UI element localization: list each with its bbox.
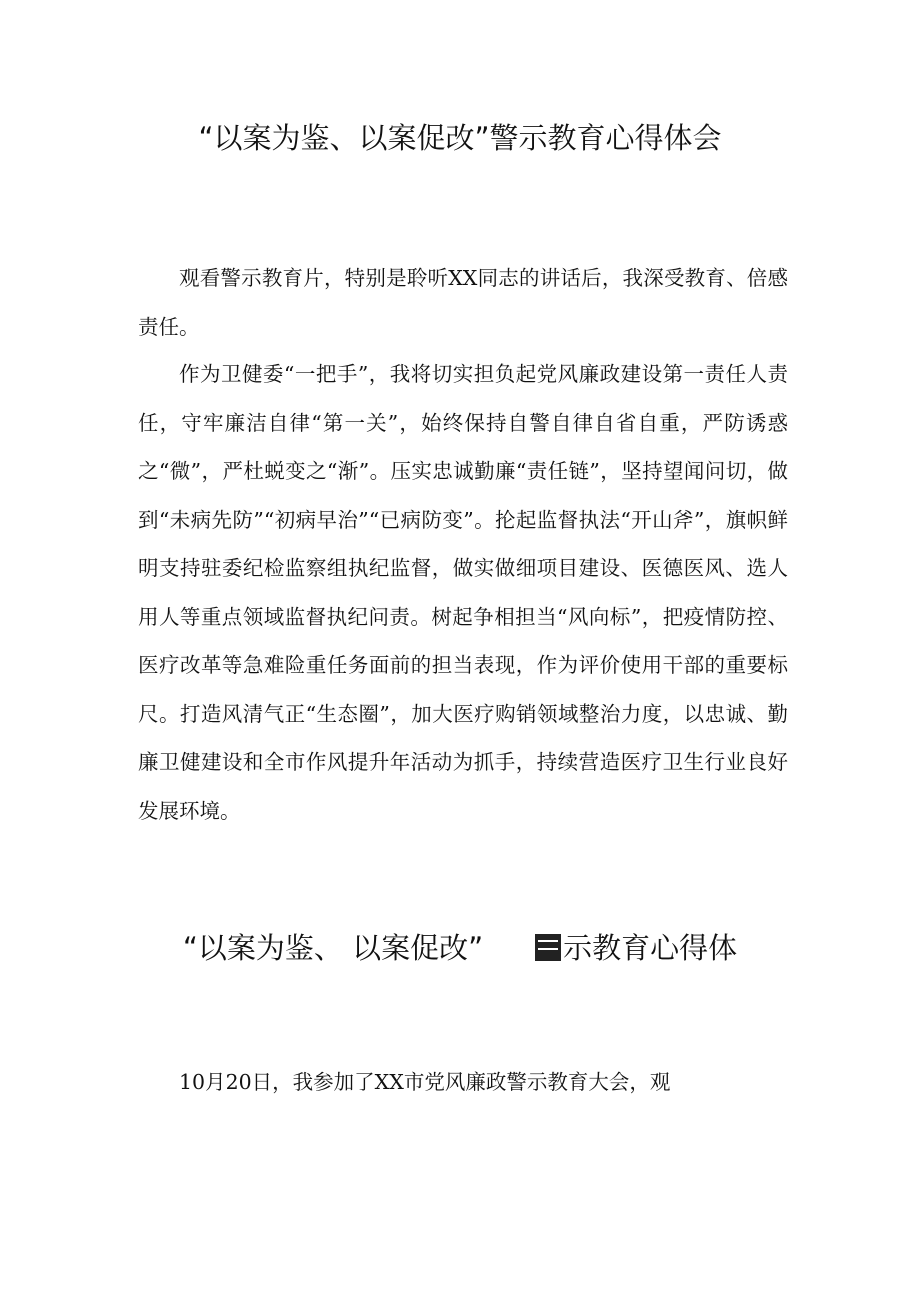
second-title-part1: “以案为鉴、 以案促改” xyxy=(182,931,484,965)
paragraph: 观看警示教育片，特别是聆听XX同志的讲话后，我深受教育、倍感责任。 xyxy=(138,266,788,339)
article-title-text: “以案为鉴、以案促改”警示教育心得体会 xyxy=(198,121,722,155)
second-title-part2: 示教育心得体 xyxy=(563,931,738,965)
redacted-glyph-icon xyxy=(535,934,561,961)
second-article-title xyxy=(0,925,920,971)
paragraph: 10月20日，我参加了XX市党风廉政警示教育大会，观 xyxy=(179,1070,671,1094)
paragraph: 作为卫健委“一把手”，我将切实担负起党风廉政建设第一责任人责任，守牢廉洁自律“第一关”，始终保持自警自律自省自重，严防诱惑之“微”，严杜蜕变之“渐”。压实忠诚勤廉“责任链”，坚持望闻问切，做到“未病先防”“初病早治”“已病防变”。抡起监督执法“开山斧”，旗帜鲜明支持驻委纪检监察组执纪监督，做实做细项目建设、医德医风、选人用人等重点领域监督执纪问责。树起争相担当“风向标”，把疫情防控、医疗改革等急难险重任务面前的担当表现，作为评价使用干部的重要标尺。打造风清气正“生态圈”，加大医疗购销领域整治力度，以忠诚、勤廉卫健建设和全市作风提升年活动为抓手，持续营造医疗卫生行业良好发展环境。 xyxy=(138,362,788,823)
article-title xyxy=(0,115,920,161)
